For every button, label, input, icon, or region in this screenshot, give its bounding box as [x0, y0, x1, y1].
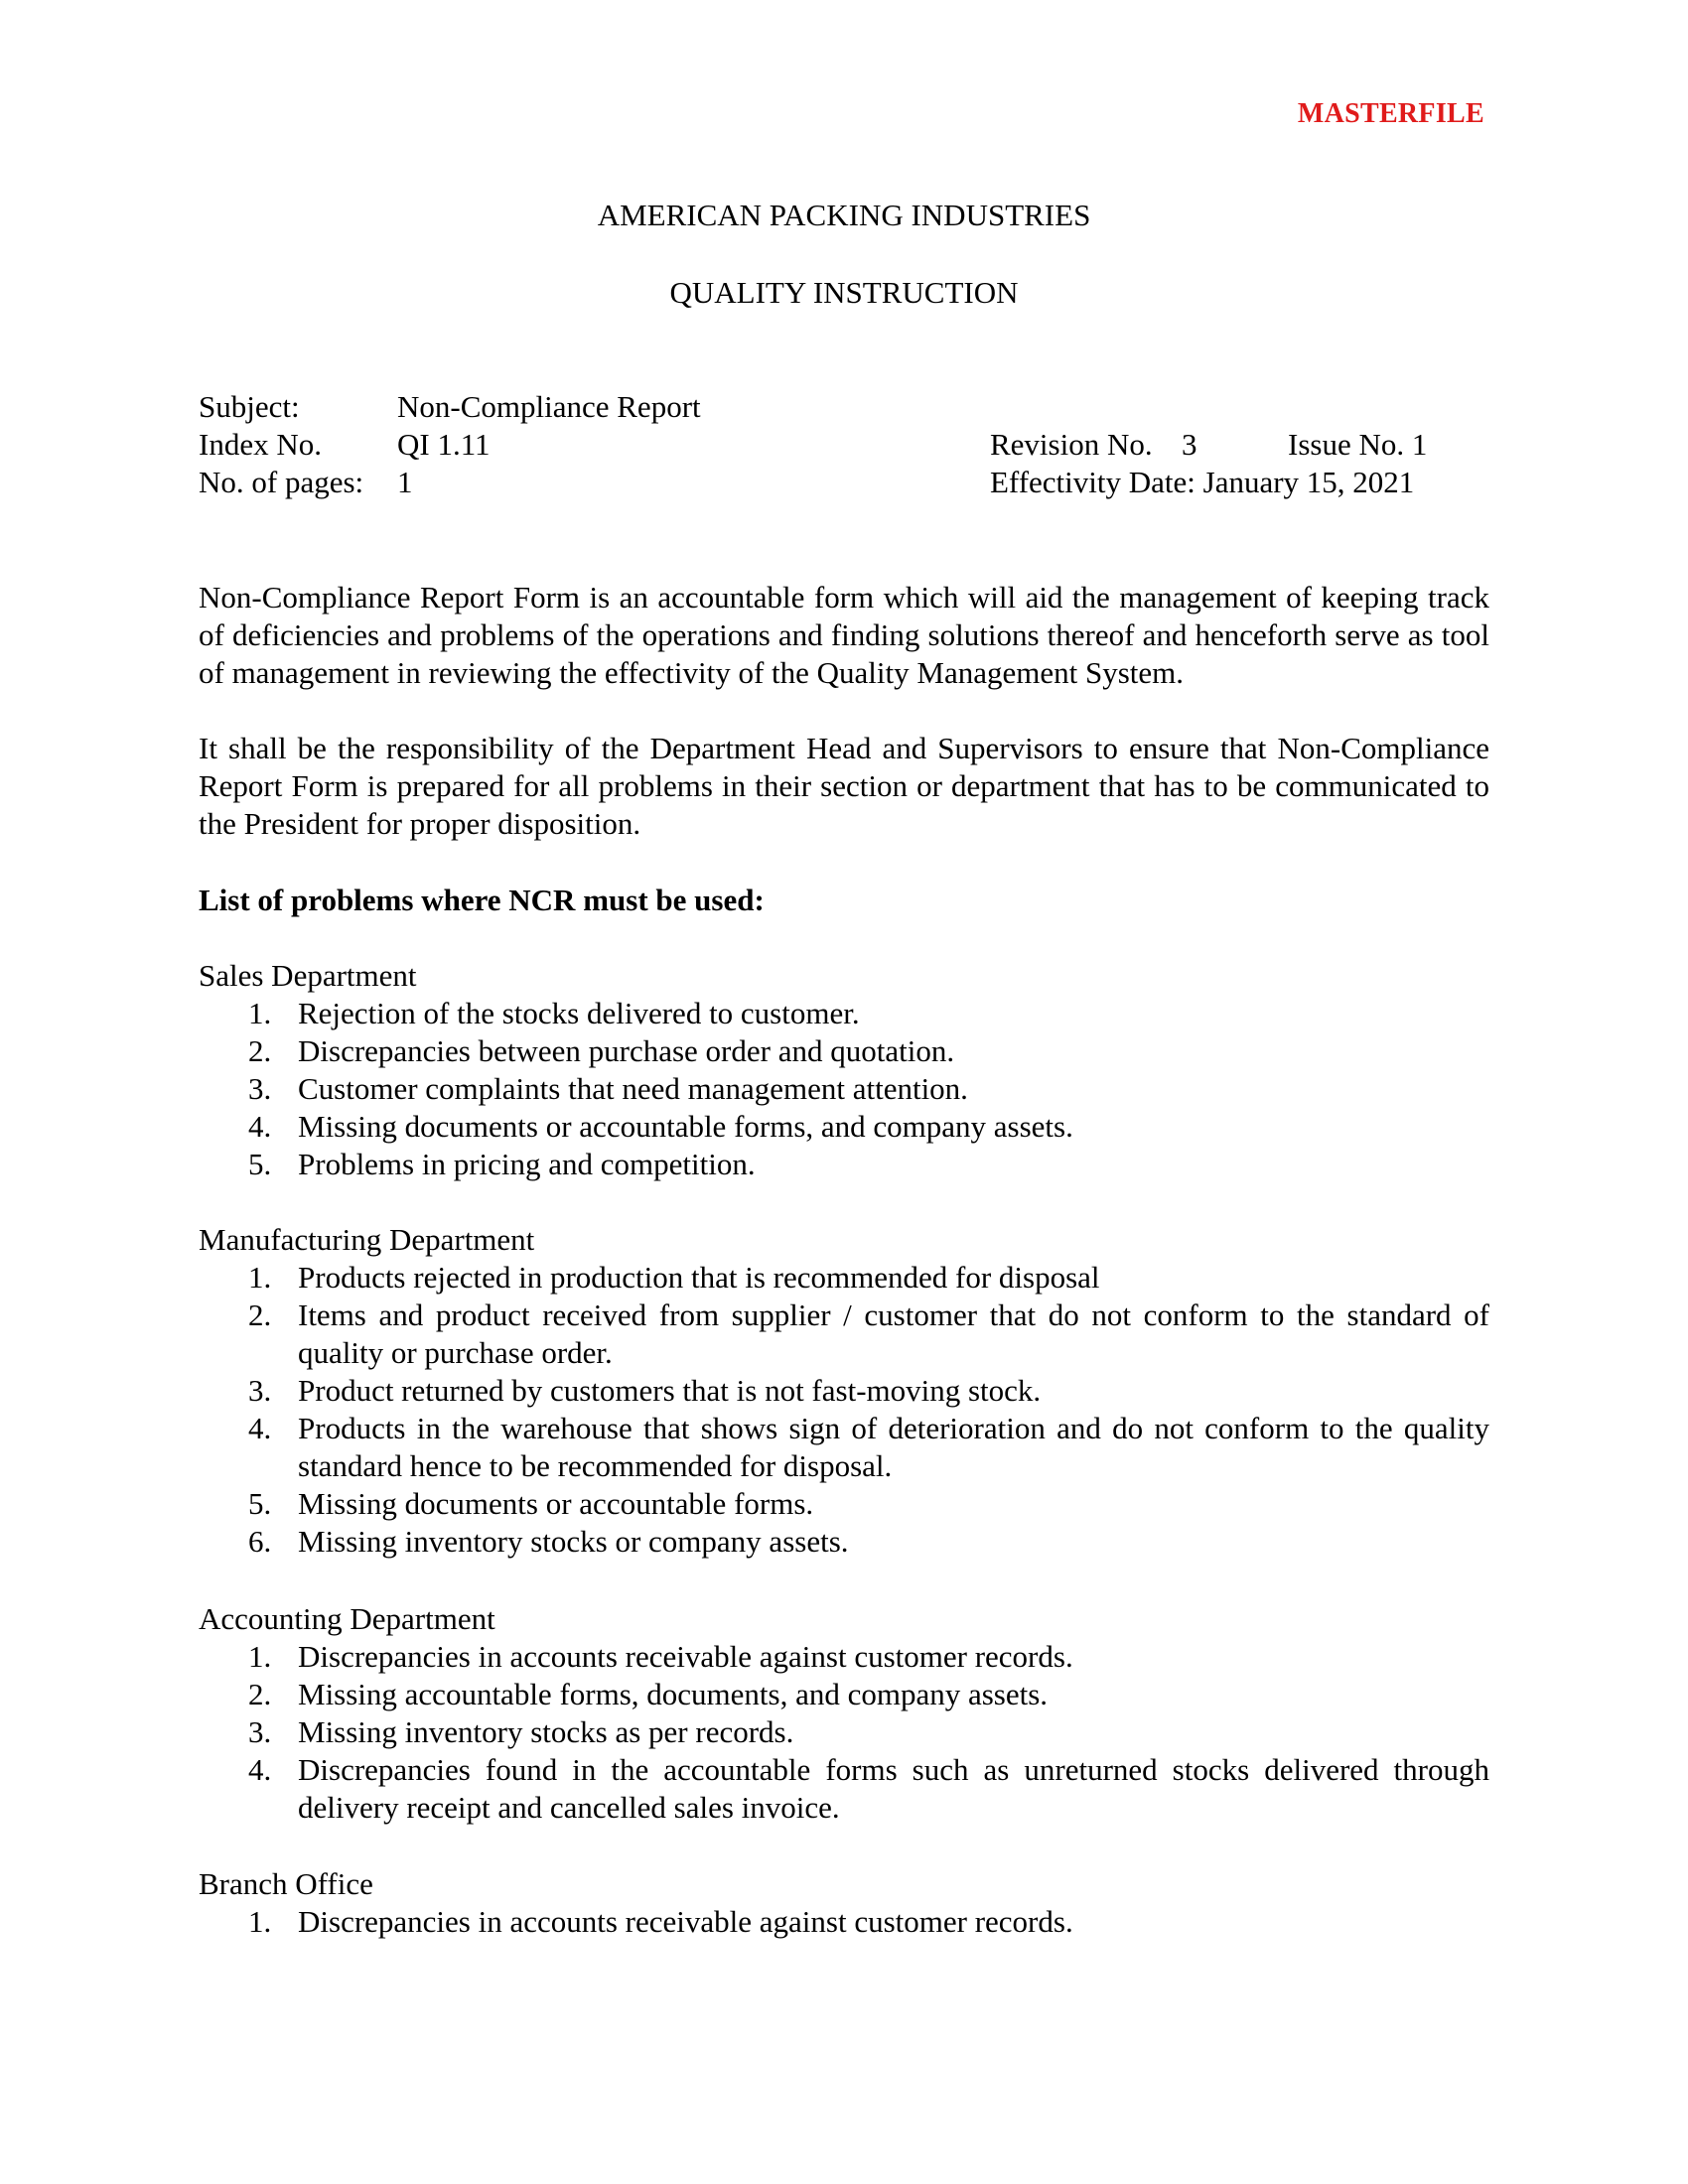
subject-label: Subject:	[199, 389, 300, 424]
section-title: Branch Office	[199, 1866, 373, 1901]
item-text: Products in the warehouse that shows sign of deterioration and do not conform to the quality standard hence to be recommended for disposal.	[298, 1411, 1489, 1483]
intro-paragraph-2	[199, 730, 1489, 843]
index-value: QI 1.11	[397, 427, 491, 462]
problem-list	[199, 1259, 1489, 1561]
list-item	[199, 1032, 1489, 1070]
item-number: 5.	[248, 1147, 272, 1181]
item-number: 5.	[248, 1486, 272, 1521]
item-number: 1.	[248, 1904, 272, 1939]
item-number: 6.	[248, 1524, 272, 1559]
intro-paragraph-1	[199, 579, 1489, 692]
item-text: Missing inventory stocks or company assets.	[298, 1524, 849, 1559]
list-item	[199, 1485, 1489, 1523]
document-meta	[199, 388, 1489, 501]
item-number: 3.	[248, 1071, 272, 1106]
subject-value: Non-Compliance Report	[397, 389, 701, 424]
list-heading: List of problems where NCR must be used:	[199, 883, 765, 917]
item-number: 2.	[248, 1677, 272, 1711]
item-text: Missing documents or accountable forms, and company assets.	[298, 1109, 1073, 1144]
section-title: Sales Department	[199, 958, 417, 993]
item-text: Missing documents or accountable forms.	[298, 1486, 814, 1521]
list-item	[199, 1751, 1489, 1827]
pages-label: No. of pages:	[199, 465, 364, 499]
item-number: 2.	[248, 1297, 272, 1332]
item-text: Items and product received from supplier / customer that do not conform to the standard of quality or purchase order.	[298, 1297, 1489, 1370]
list-item	[199, 995, 1489, 1032]
item-text: Products rejected in production that is recommended for disposal	[298, 1260, 1100, 1295]
section-title: Accounting Department	[199, 1601, 495, 1636]
revision-value: 3	[1182, 427, 1197, 462]
section-accounting-department	[199, 1600, 1489, 1827]
pages-value: 1	[397, 465, 413, 499]
list-item	[199, 1070, 1489, 1108]
list-item	[199, 1146, 1489, 1183]
item-number: 3.	[248, 1714, 272, 1749]
company-name: AMERICAN PACKING INDUSTRIES	[597, 198, 1091, 232]
list-item	[199, 1676, 1489, 1713]
list-item	[199, 1372, 1489, 1410]
item-text: Problems in pricing and competition.	[298, 1147, 756, 1181]
problem-list	[199, 1638, 1489, 1827]
paragraph-text: Non-Compliance Report Form is an accountable form which will aid the management of keeping track of deficiencies and problems of the operations and finding solutions thereof and henceforth serve as tool of management in reviewing the effectivity of the Quality Management System.	[199, 580, 1489, 690]
item-number: 4.	[248, 1109, 272, 1144]
section-title: Manufacturing Department	[199, 1222, 535, 1257]
masterfile-stamp: MASTERFILE	[1297, 98, 1484, 129]
problem-list	[199, 995, 1489, 1183]
section-sales-department	[199, 957, 1489, 1183]
list-item	[199, 1638, 1489, 1676]
item-number: 3.	[248, 1373, 272, 1408]
meta-row-index	[199, 426, 1489, 464]
list-item	[199, 1259, 1489, 1297]
issue-number: Issue No. 1	[1288, 427, 1428, 462]
item-number: 1.	[248, 996, 272, 1030]
meta-row-subject	[199, 388, 1489, 426]
item-text: Missing inventory stocks as per records.	[298, 1714, 794, 1749]
item-text: Discrepancies found in the accountable forms such as unreturned stocks delivered through delivery receipt and cancelled sales invoice.	[298, 1752, 1489, 1825]
list-item	[199, 1713, 1489, 1751]
index-label: Index No.	[199, 427, 322, 462]
item-number: 1.	[248, 1639, 272, 1674]
list-item	[199, 1297, 1489, 1372]
document-type-title: QUALITY INSTRUCTION	[669, 275, 1019, 310]
item-text: Discrepancies in accounts receivable against customer records.	[298, 1639, 1073, 1674]
section-manufacturing-department	[199, 1221, 1489, 1561]
section-branch-office	[199, 1865, 1489, 1941]
item-number: 4.	[248, 1752, 272, 1787]
item-text: Discrepancies in accounts receivable against customer records.	[298, 1904, 1073, 1939]
item-number: 2.	[248, 1033, 272, 1068]
list-item	[199, 1903, 1489, 1941]
problem-list	[199, 1903, 1489, 1941]
meta-row-pages	[199, 464, 1489, 501]
item-text: Discrepancies between purchase order and quotation.	[298, 1033, 955, 1068]
list-item	[199, 1108, 1489, 1146]
list-item	[199, 1523, 1489, 1561]
item-text: Missing accountable forms, documents, and company assets.	[298, 1677, 1049, 1711]
list-item	[199, 1410, 1489, 1485]
revision-label: Revision No.	[990, 427, 1153, 462]
item-text: Product returned by customers that is not fast-moving stock.	[298, 1373, 1042, 1408]
paragraph-text: It shall be the responsibility of the Department Head and Supervisors to ensure that Non-Compliance Report Form is prepared for all problems in their section or department that has to be communicated to the President for proper disposition.	[199, 731, 1489, 841]
effectivity-date: Effectivity Date: January 15, 2021	[990, 465, 1415, 499]
item-text: Rejection of the stocks delivered to customer.	[298, 996, 860, 1030]
item-text: Customer complaints that need management attention.	[298, 1071, 968, 1106]
item-number: 4.	[248, 1411, 272, 1445]
item-number: 1.	[248, 1260, 272, 1295]
